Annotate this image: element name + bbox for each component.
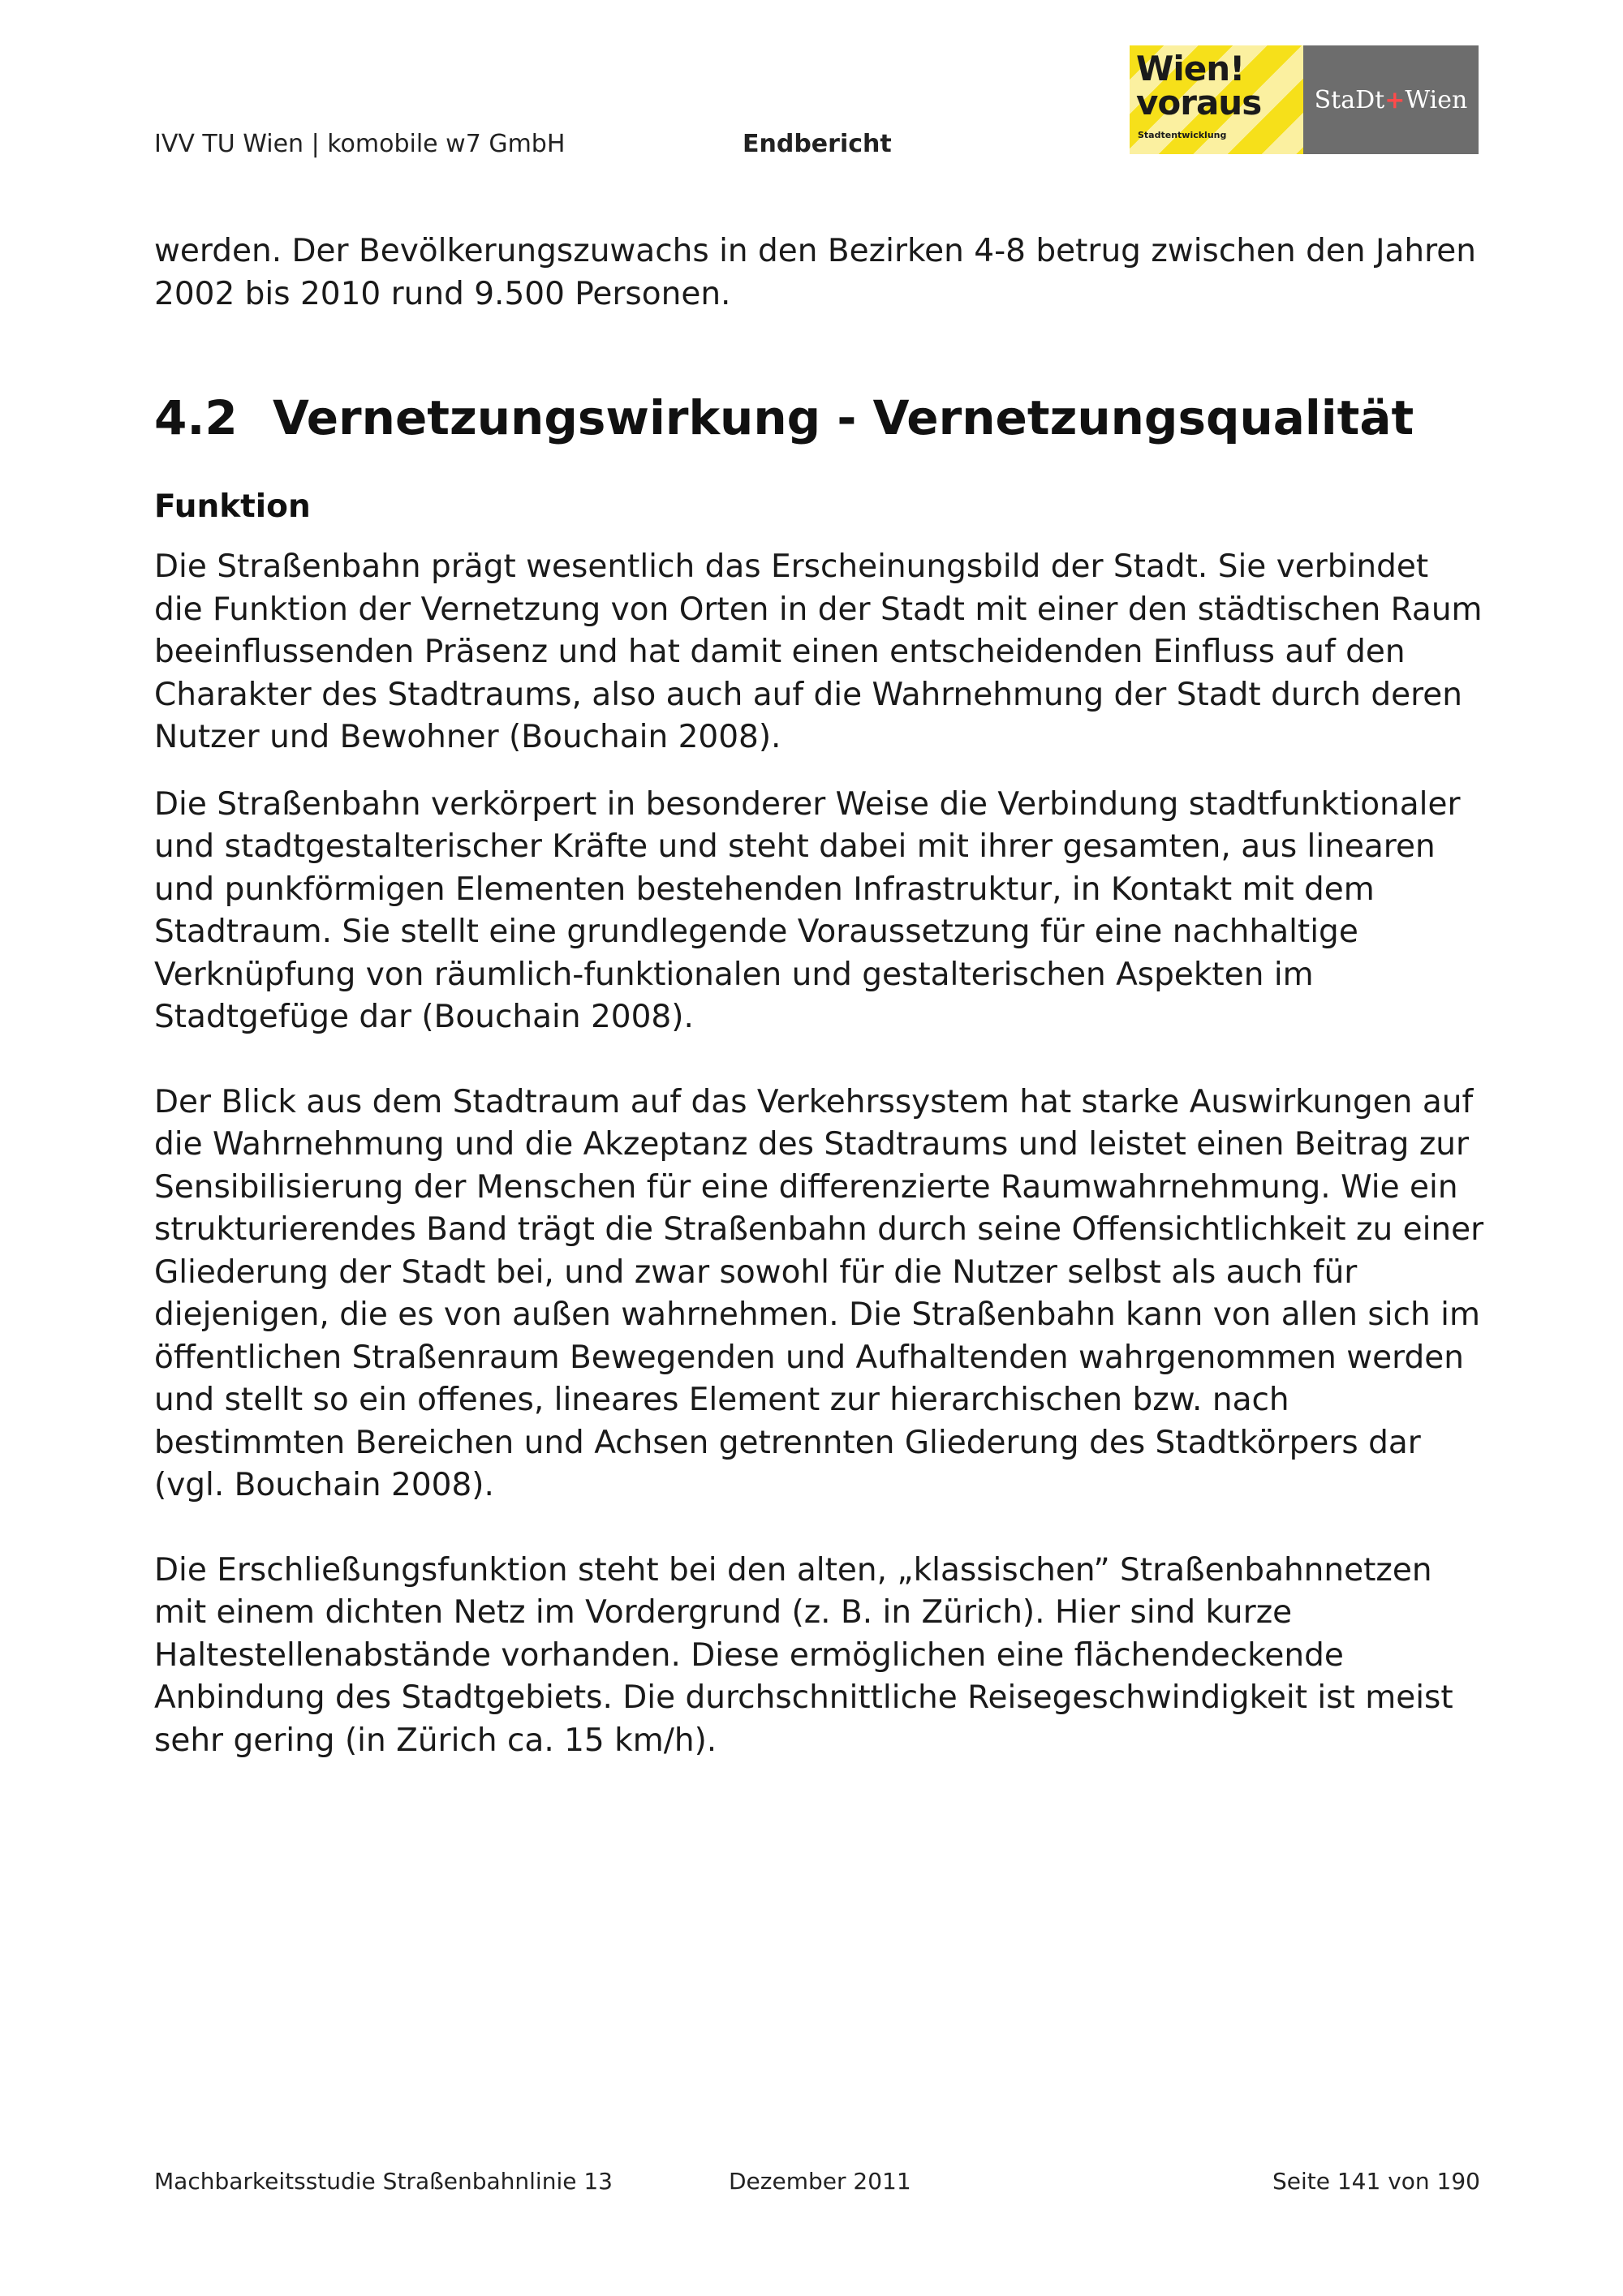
intro-paragraph: werden. Der Bevölkerungszuwachs in den Bezirken 4-8 betrug zwischen den Jahren 2002 bis 2010 rund 9.500 Personen.: [154, 233, 1476, 312]
header-logos: [1130, 45, 1479, 154]
logo-stadt-part1: StaDt: [1314, 85, 1385, 114]
footer-page-number: Seite 141 von 190: [1272, 2168, 1480, 2195]
logo-wien-line1: Wien!: [1136, 49, 1245, 88]
logo-wien-line2: voraus: [1136, 83, 1262, 123]
paragraph-1: Die Straßenbahn prägt wesentlich das Erscheinungsbild der Stadt. Sie verbindet die Funktion der Vernetzung von Orten in der Stadt mit einer den städtischen Raum beeinflussenden Präsenz und hat damit einen entscheidenden Einfluss auf den Charakter des Stadtraums, also auch auf die Wahrnehmung der Stadt durch deren Nutzer und Bewohner (Bouchain 2008).: [154, 548, 1483, 755]
paragraph-4: Die Erschließungsfunktion steht bei den alten, „klassischen” Straßenbahnnetzen mit einem dichten Netz im Vordergrund (z. B. in Zürich). Hier sind kurze Haltestellenabstände vorhanden. Diese ermöglichen eine flächendeckende Anbindung des Stadtgebiets. Die durchschnittliche Reisegeschwindigkeit ist meist sehr gering (in Zürich ca. 15 km/h).: [154, 1551, 1453, 1759]
header-authors: IVV TU Wien | komobile w7 GmbH: [154, 130, 566, 158]
footer-date: Dezember 2011: [729, 2168, 911, 2195]
logo-stadt-plus: +: [1384, 85, 1406, 114]
header-document-type: Endbericht: [743, 130, 892, 158]
paragraph-2: Die Straßenbahn verkörpert in besonderer Weise die Verbindung stadtfunktionaler und stadtgestalterischer Kräfte und steht dabei mit ihrer gesamten, aus linearen und punkförmigen Elementen bestehenden Infrastruktur, in Kontakt mit dem Stadtraum. Sie stellt eine grundlegende Voraussetzung für eine nachhaltige Verknüpfung von räumlich-funktionalen und gestalterischen Aspekten im Stadtgefüge dar (Bouchain 2008).: [154, 785, 1461, 1035]
section-number: 4.2: [154, 390, 238, 445]
stadt-wien-logo: [1303, 45, 1479, 154]
wien-voraus-logo: [1130, 45, 1303, 154]
section-heading: [154, 387, 1485, 449]
section-title: Vernetzungswirkung - Vernetzungsqualität: [273, 390, 1414, 445]
logo-stadt-part2: Wien: [1405, 85, 1468, 114]
subheading-funktion: Funktion: [154, 488, 311, 525]
page-content: [154, 230, 1485, 1762]
logo-wien-line3: Stadtentwicklung: [1138, 130, 1227, 140]
footer-document-title: Machbarkeitsstudie Straßenbahnlinie 13: [154, 2168, 613, 2195]
paragraph-3: Der Blick aus dem Stadtraum auf das Verkehrssystem hat starke Auswirkungen auf die Wahrnehmung und die Akzeptanz des Stadtraums und leistet einen Beitrag zur Sensibilisierung der Menschen für eine differenzierte Raumwahrnehmung. Wie ein strukturierendes Band trägt die Straßenbahn durch seine Offensichtlichkeit zu einer Gliederung der Stadt bei, und zwar sowohl für die Nutzer selbst als auch für diejenigen, die es von außen wahrnehmen. Die Straßenbahn kann von allen sich im öffentlichen Straßenraum Bewegenden und Aufhaltenden wahrgenommen werden und stellt so ein offenes, lineares Element zur hierarchischen bzw. nach bestimmten Bereichen und Achsen getrennten Gliederung des Stadtkörpers dar (vgl. Bouchain 2008).: [154, 1083, 1484, 1503]
